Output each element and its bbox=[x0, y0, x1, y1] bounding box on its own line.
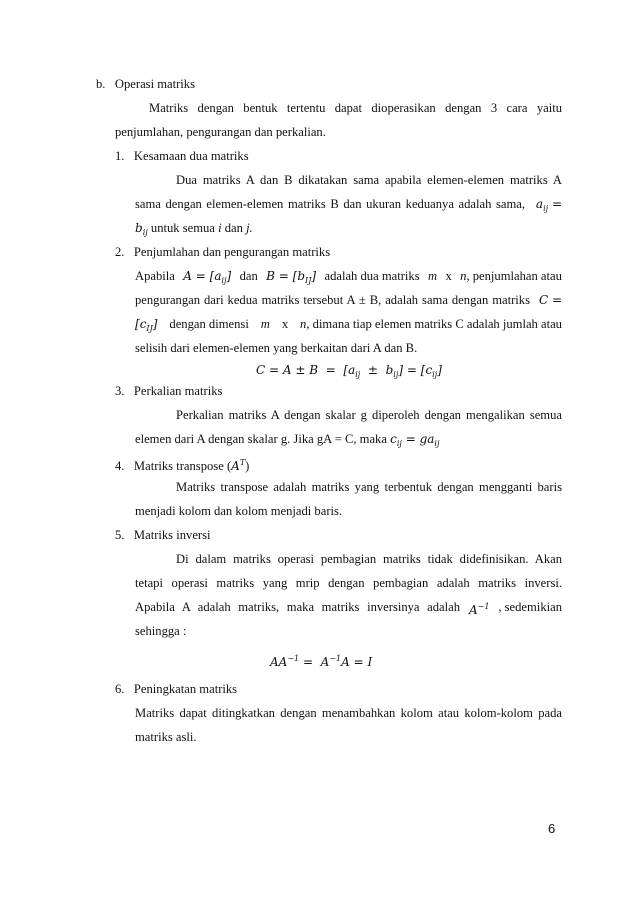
item-5-number: 5. bbox=[115, 528, 125, 542]
item-2-line-4: selisih dari elemen-elemen yang berkaitan dari A dan B. bbox=[135, 341, 418, 355]
item-2-heading bbox=[115, 244, 330, 260]
item-2-var-n-2: n bbox=[300, 317, 307, 331]
item-5-line-1: Di dalam matriks operasi pembagian matriks tidak didefinisikan. Akan bbox=[176, 552, 562, 566]
section-title: Operasi matriks bbox=[114, 77, 195, 91]
item-5-heading bbox=[115, 527, 211, 543]
item-2-eq-c: C = bbox=[538, 293, 562, 307]
item-1-text-4: dan bbox=[224, 221, 243, 235]
item-6-heading bbox=[115, 681, 237, 697]
page-number: 6 bbox=[548, 821, 556, 836]
item-2-var-m-2: m bbox=[260, 317, 270, 331]
item-1-line-2 bbox=[135, 196, 562, 217]
item-1-title: Kesamaan dua matriks bbox=[133, 149, 249, 163]
item-4-heading bbox=[115, 455, 249, 474]
item-4-line-2: menjadi kolom dan kolom menjadi baris. bbox=[135, 504, 343, 518]
item-3-equation: $c_{ij} = ga_{ij}$ bbox=[390, 432, 440, 448]
item-6-line-2: matriks asli. bbox=[135, 730, 197, 744]
item-5-display-equation: $AA^{-1} = A^{-1}A = I$ bbox=[270, 654, 373, 669]
item-2-display-equation: $C = A \pm B = [a_{ij} \pm b_{ij}] = [c_{ij}]$ bbox=[256, 363, 442, 379]
item-1-var-j: j. bbox=[246, 221, 253, 235]
item-5-line-2: tetapi operasi matriks yang mrip dengan pembagian adalah matriks inversi. bbox=[135, 576, 562, 590]
item-2-eq-cij: $[c_{IJ}]$ bbox=[135, 317, 158, 333]
intro-line-2: penjumlahan, pengurangan dan perkalian. bbox=[115, 125, 326, 139]
intro-text-1: Matriks dengan bentuk tertentu dapat dioperasikan dengan 3 cara yaitu bbox=[149, 101, 562, 115]
item-6-number: 6. bbox=[115, 682, 125, 696]
item-2-n-segment bbox=[460, 268, 562, 289]
item-3-heading bbox=[115, 383, 222, 399]
item-1-line-1: Dua matriks A dan B dikatakan sama apabila elemen-elemen matriks A bbox=[176, 173, 562, 187]
item-2-text-dimensi: dengan dimensi bbox=[169, 317, 249, 331]
item-2-text-tail: , penjumlahan atau bbox=[466, 269, 562, 283]
item-3-title: Perkalian matriks bbox=[133, 384, 223, 398]
item-2-line-3 bbox=[135, 316, 562, 337]
item-5-text-sedemikian: , sedemikian bbox=[498, 600, 562, 614]
item-2-text-x-2: x bbox=[281, 317, 289, 331]
item-1-heading bbox=[115, 148, 249, 164]
item-2-eq-b: $B = [b_{IJ}]$ bbox=[266, 269, 317, 285]
item-4-title-end: ) bbox=[245, 459, 250, 473]
item-3-number: 3. bbox=[115, 384, 125, 398]
item-4-number: 4. bbox=[115, 459, 125, 473]
item-2-number: 2. bbox=[115, 245, 125, 259]
item-1-var-i: i bbox=[218, 221, 222, 235]
item-5-title: Matriks inversi bbox=[133, 528, 211, 542]
item-3-line-2 bbox=[135, 431, 439, 452]
item-2-text-dan: dan bbox=[239, 269, 258, 283]
item-2-title: Penjumlahan dan pengurangan matriks bbox=[133, 245, 331, 259]
item-4-line-1: Matriks transpose adalah matriks yang terbentuk dengan mengganti baris bbox=[176, 480, 562, 494]
item-1-number: 1. bbox=[115, 149, 125, 163]
item-1-text-2: sama dengan elemen-elemen matriks B dan ukuran keduanya adalah sama, bbox=[135, 197, 525, 211]
item-2-n-segment-2 bbox=[300, 316, 562, 337]
item-5-line-4: sehingga : bbox=[135, 624, 187, 638]
item-5-inverse-symbol: $A^{-1}$ bbox=[468, 602, 490, 617]
intro-line-1 bbox=[149, 100, 562, 116]
item-2-line-2 bbox=[135, 292, 562, 308]
item-4-transpose-symbol: $A^T$ bbox=[231, 458, 246, 473]
item-1-equation-b: $b_{ij}$ bbox=[135, 221, 148, 237]
item-2-var-m: m bbox=[427, 269, 438, 283]
item-1-text-3: untuk semua bbox=[150, 221, 215, 235]
item-3-line-1: Perkalian matriks A dengan skalar g diperoleh dengan mengalikan semua bbox=[176, 408, 562, 422]
item-2-text-adalah: adalah dua matriks bbox=[324, 269, 420, 283]
item-2-text-dimana: , dimana tiap elemen matriks C adalah jumlah atau bbox=[306, 317, 562, 331]
item-4-title: Matriks transpose ( bbox=[133, 459, 232, 473]
item-2-eq-a: $A = [a_{ij}]$ bbox=[183, 269, 232, 285]
item-6-line-1: Matriks dapat ditingkatkan dengan menambahkan kolom atau kolom-kolom pada bbox=[135, 706, 562, 720]
item-1-equation-a: $a_{ij}$ = bbox=[535, 197, 562, 213]
item-2-text-2: pengurangan dari kedua matriks tersebut A ± B, adalah sama dengan matriks bbox=[135, 293, 530, 307]
item-5-text-3: Apabila A adalah matriks, maka matriks inversinya adalah bbox=[135, 600, 460, 614]
item-2-line-1 bbox=[135, 268, 562, 289]
item-2-var-n: n bbox=[460, 269, 467, 283]
item-6-title: Peningkatan matriks bbox=[133, 682, 238, 696]
item-5-line-3 bbox=[135, 599, 562, 618]
item-1-line-3 bbox=[135, 220, 253, 241]
section-marker: b. bbox=[96, 77, 106, 91]
item-2-text-x: x bbox=[445, 269, 452, 283]
section-heading bbox=[96, 76, 195, 92]
item-2-text-apabila: Apabila bbox=[135, 269, 175, 283]
item-3-text-2: elemen dari A dengan skalar g. Jika gA = C, maka bbox=[135, 432, 387, 446]
